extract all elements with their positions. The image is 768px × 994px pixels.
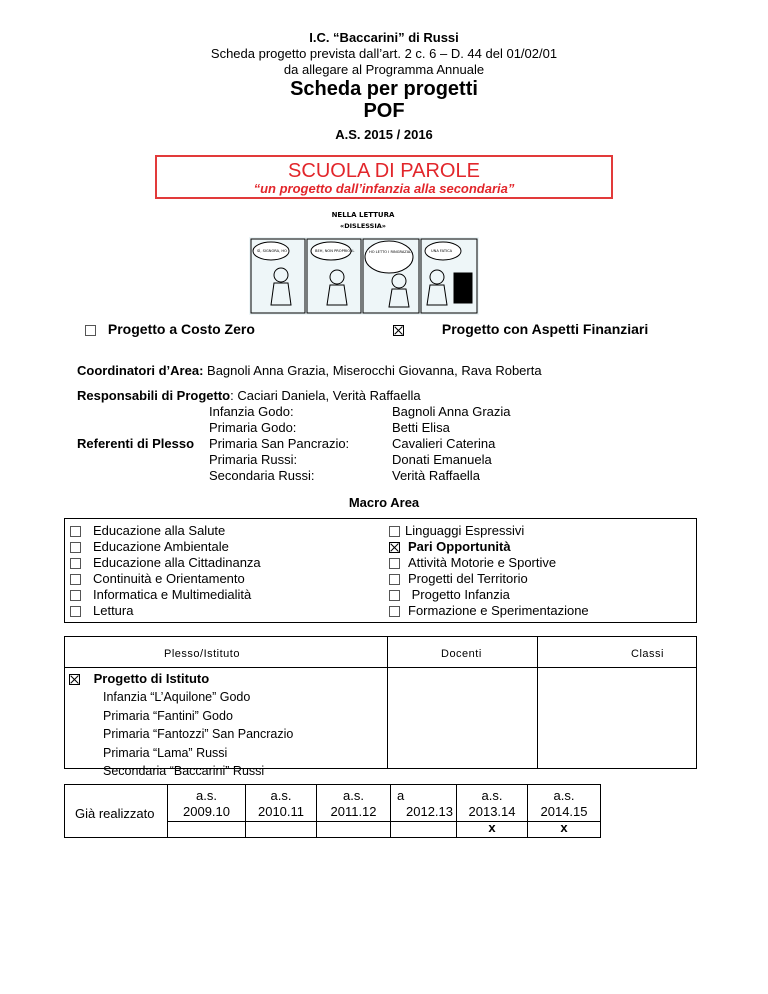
macro-item-pari-opportunita[interactable] <box>389 539 589 555</box>
realizzato-label: Già realizzato <box>75 806 155 821</box>
macro-item-lettura[interactable] <box>70 603 261 619</box>
year-prefix: a.s. <box>343 788 364 803</box>
macro-item-label: Continuità e Orientamento <box>93 571 245 586</box>
year-prefix: a.s. <box>270 788 292 803</box>
school-name: I.C. “Baccarini” di Russi <box>309 30 459 45</box>
year-value: 2012.13 <box>406 804 453 819</box>
referenti-nomi <box>392 404 511 484</box>
referente-nome: Cavalieri Caterina <box>392 436 496 451</box>
year-value: 2014.15 <box>540 804 588 819</box>
macro-item-educazione-ambientale[interactable] <box>70 539 261 555</box>
year-mark: x <box>560 820 568 835</box>
referente-nome: Verità Raffaella <box>392 468 480 483</box>
macro-item-label: Linguaggi Espressivi <box>405 523 525 538</box>
classi-body-cell <box>537 667 697 769</box>
macro-item-label: Educazione Ambientale <box>93 539 229 554</box>
comic-caption-2: «DISLESSIA» <box>340 222 386 230</box>
option-costo-zero[interactable] <box>85 321 255 337</box>
referente-plesso: Infanzia Godo: <box>209 404 294 419</box>
checkbox-empty-icon[interactable] <box>70 526 81 537</box>
checkbox-checked-icon[interactable] <box>393 325 404 336</box>
coordinatori-row <box>77 363 542 378</box>
referente-nome: Donati Emanuela <box>392 452 492 467</box>
school-year: A.S. 2015 / 2016 <box>335 127 433 142</box>
checkbox-empty-icon[interactable] <box>70 574 81 585</box>
header-note: da allegare al Programma Annuale <box>283 62 485 77</box>
macro-item-infanzia[interactable] <box>389 587 589 603</box>
header-reference: Scheda progetto prevista dall’art. 2 c. 6 – D. 44 del 01/02/01 <box>210 46 558 61</box>
macro-area-right-list <box>389 523 589 619</box>
comic-strip-illustration <box>249 205 479 315</box>
checkbox-checked-icon[interactable] <box>69 674 80 685</box>
macro-item-territorio[interactable] <box>389 571 589 587</box>
referente-plesso: Primaria Godo: <box>209 420 297 435</box>
responsabili-label: Responsabili di Progetto <box>77 388 231 403</box>
header-classi: Classi <box>631 648 664 660</box>
mark-cell <box>167 821 246 838</box>
macro-area-title: Macro Area <box>348 495 420 510</box>
year-2014 <box>527 788 601 836</box>
year-value: 2009.10 <box>183 804 230 819</box>
docenti-body-cell <box>387 667 538 769</box>
referente-plesso: Primaria San Pancrazio: <box>209 436 350 451</box>
year-2009 <box>167 788 246 820</box>
header-plesso: Plesso/Istituto <box>164 648 240 660</box>
comic-bubble-2: BEH, NON PROPRIO IL <box>315 249 355 253</box>
option-aspetti-finanziari-label: Progetto con Aspetti Finanziari <box>441 321 649 337</box>
macro-item-formazione[interactable] <box>389 603 589 619</box>
macro-item-informatica[interactable] <box>70 587 261 603</box>
mark-cell <box>316 821 391 838</box>
year-2011 <box>316 788 391 820</box>
referente-plesso: Primaria Russi: <box>209 452 298 467</box>
plessi-list <box>103 688 293 781</box>
header-classi-cell <box>537 636 697 668</box>
macro-item-label: Pari Opportunità <box>408 539 511 554</box>
referente-nome: Betti Elisa <box>392 420 450 435</box>
year-prefix: a.s. <box>481 788 503 803</box>
year-mark: x <box>488 820 496 835</box>
progetto-istituto-label: Progetto di Istituto <box>93 671 210 686</box>
responsabili-value: : Caciari Daniela, Verità Raffaella <box>230 388 421 403</box>
macro-item-label: Progetto Infanzia <box>408 587 510 602</box>
plesso-item: Secondaria “Baccarini” Russi <box>103 764 265 778</box>
macro-item-label: Educazione alla Cittadinanza <box>93 555 261 570</box>
referenti-plessi <box>209 404 349 484</box>
macro-item-label: Attività Motorie e Sportive <box>408 555 557 570</box>
checkbox-empty-icon[interactable] <box>85 325 96 336</box>
comic-bubble-3: HO LETTO I RINGRAZIA- <box>369 250 412 254</box>
macro-item-linguaggi[interactable] <box>389 523 589 539</box>
macro-item-educazione-salute[interactable] <box>70 523 261 539</box>
option-costo-zero-label: Progetto a Costo Zero <box>107 321 255 337</box>
year-prefix: a.s. <box>553 788 575 803</box>
comic-bubble-1: SÌ, SIGNORA, HO <box>257 249 287 253</box>
macro-item-label: Educazione alla Salute <box>93 523 226 538</box>
referenti-label: Referenti di Plesso <box>77 436 195 451</box>
checkbox-empty-icon[interactable] <box>389 574 400 585</box>
year-2012 <box>397 788 457 820</box>
plesso-item: Infanzia “L’Aquilone” Godo <box>103 690 251 704</box>
checkbox-empty-icon[interactable] <box>389 590 400 601</box>
plesso-item: Primaria “Fantozzi” San Pancrazio <box>103 727 294 741</box>
plesso-item: Primaria “Fantini” Godo <box>103 708 233 723</box>
checkbox-checked-icon[interactable] <box>389 542 400 553</box>
checkbox-empty-icon[interactable] <box>389 526 400 537</box>
document-subtitle: POF <box>363 100 405 122</box>
referente-nome: Bagnoli Anna Grazia <box>392 404 511 419</box>
macro-item-label: Formazione e Sperimentazione <box>408 603 589 618</box>
year-prefix: a.s. <box>196 788 217 803</box>
project-subtitle: “un progetto dall’infanzia alla secondaria” <box>253 181 515 196</box>
document-title: Scheda per progetti <box>290 78 478 100</box>
checkbox-empty-icon[interactable] <box>389 558 400 569</box>
year-value: 2013.14 <box>468 804 516 819</box>
macro-item-educazione-cittadinanza[interactable] <box>70 555 261 571</box>
mark-cell <box>245 821 317 838</box>
responsabili-row <box>77 388 421 403</box>
referente-plesso: Secondaria Russi: <box>209 468 315 483</box>
option-aspetti-finanziari[interactable] <box>393 321 648 337</box>
checkbox-empty-icon[interactable] <box>389 606 400 617</box>
macro-item-label: Informatica e Multimedialità <box>93 587 252 602</box>
plesso-item: Primaria “Lama” Russi <box>103 745 228 760</box>
macro-item-label: Progetti del Territorio <box>408 571 528 586</box>
checkbox-empty-icon[interactable] <box>70 606 81 617</box>
macro-area-left-list <box>70 523 261 619</box>
coordinatori-value: Bagnoli Anna Grazia, Miserocchi Giovanna, Rava Roberta <box>203 363 542 378</box>
year-value: 2011.12 <box>330 804 377 819</box>
year-2013 <box>456 788 528 836</box>
year-2010 <box>245 788 317 820</box>
comic-bubble-4: UNA FATICA <box>431 249 453 253</box>
macro-item-attivita-motorie[interactable] <box>389 555 589 571</box>
project-title: SCUOLA DI PAROLE <box>288 160 480 182</box>
checkbox-empty-icon[interactable] <box>70 558 81 569</box>
progetto-istituto-row[interactable] <box>69 671 209 686</box>
coordinatori-label: Coordinatori d’Area: <box>77 363 204 378</box>
comic-caption-1: NELLA LETTURA <box>331 211 395 219</box>
macro-item-label: Lettura <box>93 603 134 618</box>
year-value: 2010.11 <box>257 804 305 819</box>
mark-cell <box>390 821 457 838</box>
checkbox-empty-icon[interactable] <box>70 590 81 601</box>
macro-item-continuita[interactable] <box>70 571 261 587</box>
year-prefix: a <box>397 788 405 803</box>
header-docenti: Docenti <box>441 648 482 660</box>
checkbox-empty-icon[interactable] <box>70 542 81 553</box>
